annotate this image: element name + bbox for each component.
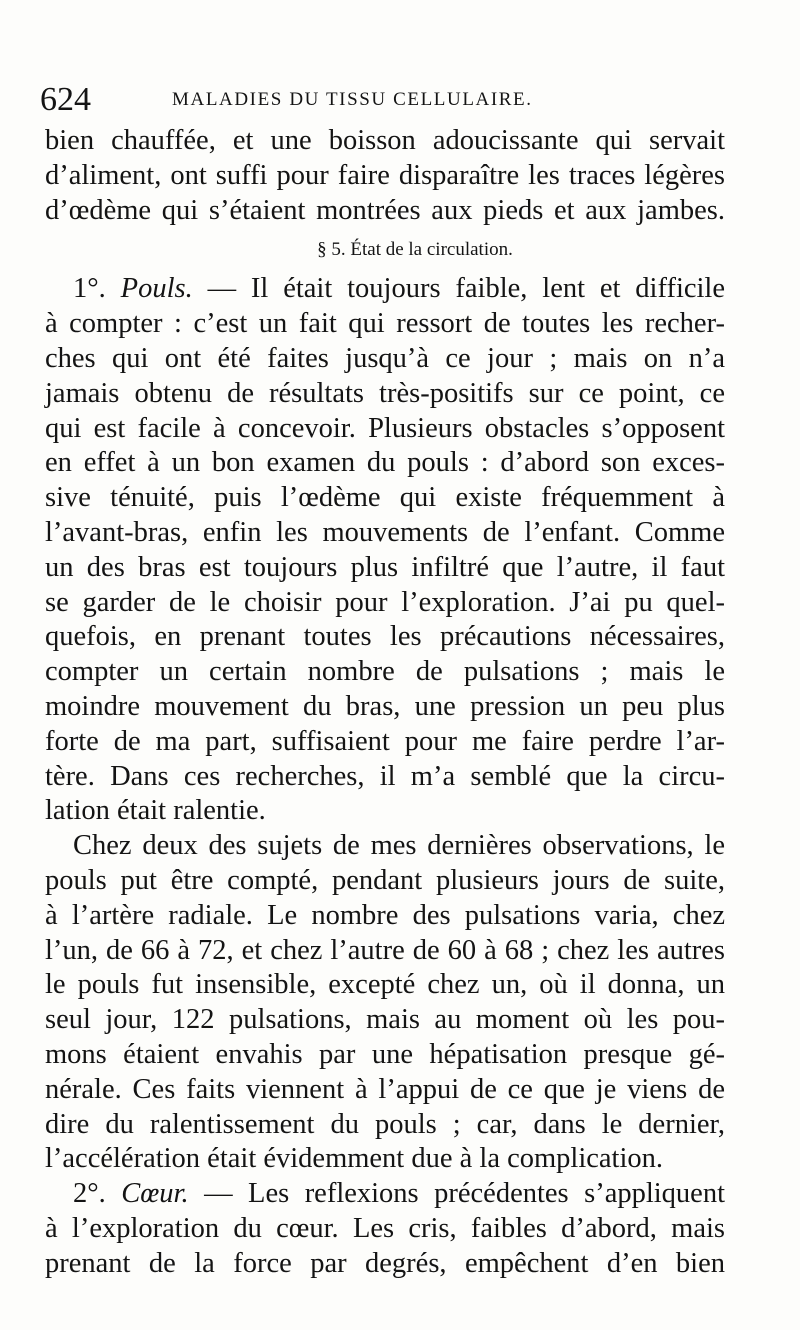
lead-text: — Il était toujours faible, lent et difficile <box>192 273 725 305</box>
paragraph-lead-line <box>45 272 725 307</box>
text-line: se garder de le choisir pour l’exploration. J’ai pu quel- <box>45 586 725 618</box>
lead-text: — Les reflexions précédentes s’appliquent <box>188 1178 725 1210</box>
text-line: d’œdème qui s’étaient montrées aux pieds et aux jambes. <box>45 194 725 226</box>
text-line: un des bras est toujours plus infiltré que l’autre, il faut <box>45 551 725 583</box>
body-text <box>45 124 725 1282</box>
item-number: 2°. <box>73 1178 106 1210</box>
item-term: Cœur. <box>121 1178 189 1210</box>
text-line: compter un certain nombre de pulsations ; mais le <box>45 656 725 688</box>
text-line: à l’artère radiale. Le nombre des pulsations varia, chez <box>45 899 725 931</box>
text-line: forte de ma part, suffisaient pour me faire perdre l’ar- <box>45 725 725 757</box>
running-title: MALADIES DU TISSU CELLULAIRE. <box>172 89 533 110</box>
paragraph <box>45 829 725 1177</box>
text-line: le pouls fut insensible, excepté chez un, où il donna, un <box>45 969 725 1001</box>
section-heading: § 5. État de la circulation. <box>317 239 513 261</box>
item-number: 1°. <box>73 273 106 305</box>
text-line: nérale. Ces faits viennent à l’appui de ce que je viens de <box>45 1073 725 1105</box>
text-line: quefois, en prenant toutes les précautions nécessaires, <box>45 621 725 653</box>
text-line: tère. Dans ces recherches, il m’a semblé que la circu- <box>45 760 725 792</box>
page-number: 624 <box>40 81 91 118</box>
text-line: moindre mouvement du bras, une pression un peu plus <box>45 690 725 722</box>
text-line: l’un, de 66 à 72, et chez l’autre de 60 à 68 ; chez les autres <box>45 934 725 966</box>
page-header <box>40 78 730 122</box>
text-line: ches qui ont été faites jusqu’à ce jour ; mais on n’a <box>45 342 725 374</box>
paragraph-lead-line <box>45 1177 725 1212</box>
text-line: en effet à un bon examen du pouls : d’abord son exces- <box>45 447 725 479</box>
text-line: bien chauffée, et une boisson adoucissante qui servait <box>45 125 725 156</box>
text-line: seul jour, 122 pulsations, mais au moment où les pou- <box>45 1004 725 1036</box>
text-line: l’avant-bras, enfin les mouvements de l’enfant. Comme <box>45 516 725 548</box>
text-line: mons étaient envahis par une hépatisation presque gé- <box>45 1038 725 1070</box>
text-line: d’aliment, ont suffi pour faire disparaître les traces légères <box>45 159 725 191</box>
text-line: sive ténuité, puis l’œdème qui existe fréquemment à <box>45 482 725 514</box>
text-line: dire du ralentissement du pouls ; car, dans le dernier, <box>45 1108 725 1140</box>
paragraph <box>45 124 725 228</box>
text-line: prenant de la force par degrés, empêchent d’en bien <box>45 1247 725 1279</box>
paragraph <box>45 1177 725 1281</box>
text-line: à l’exploration du cœur. Les cris, faibles d’abord, mais <box>45 1212 725 1244</box>
text-line: l’accélération était évidemment due à la complication. <box>45 1143 664 1175</box>
text-line: Chez deux des sujets de mes dernières observations, le <box>73 830 725 862</box>
text-line: qui est facile à concevoir. Plusieurs obstacles s’opposent <box>45 412 725 444</box>
text-line: lation était ralentie. <box>45 795 266 827</box>
text-line: jamais obtenu de résultats très-positifs sur ce point, ce <box>45 377 725 409</box>
text-line: pouls put être compté, pendant plusieurs jours de suite, <box>45 864 725 896</box>
item-term: Pouls. <box>120 273 193 305</box>
paragraph <box>45 272 725 829</box>
text-line: à compter : c’est un fait qui ressort de toutes les recher- <box>45 308 725 340</box>
